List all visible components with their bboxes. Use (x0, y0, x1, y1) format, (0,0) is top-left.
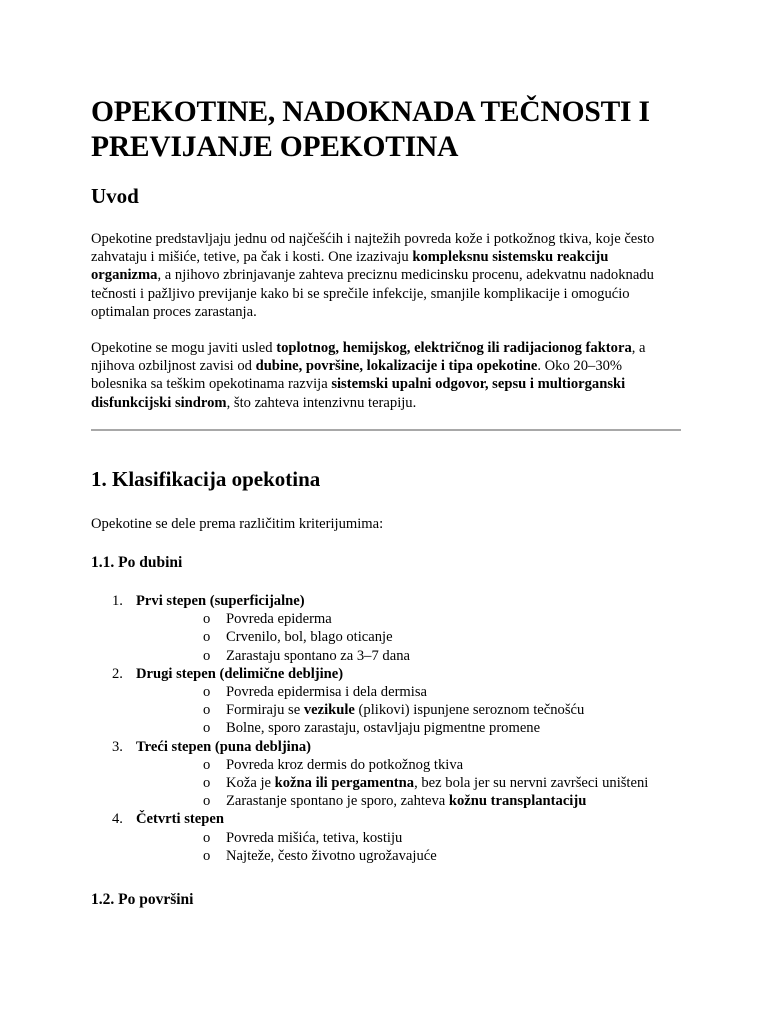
section-divider (91, 429, 681, 431)
intro-paragraph-1: Opekotine predstavljaju jednu od najčešćih i najtežih povreda kože i potkožnog tkiva, koje često zahvataju i mišiće, tetive, pa čak i kosti. One izazivaju kompleksnu sistemsku reakciju organizma, a njihovo zbrinjavanje zahteva preciznu medicinsku procenu, adekvatnu nadoknadu tečnosti i pažljivo previjanje kako bi se sprečile infekcije, smanjile komplikacije i omogućio optimalan proces zarastanja. (91, 231, 655, 320)
sub-list-item: o Povreda epiderma (203, 611, 332, 628)
section-1-heading: 1. Klasifikacija opekotina (91, 466, 321, 491)
sub-list-item: o Formiraju se vezikule (plikovi) ispunjene seroznom tečnošću (203, 702, 585, 719)
list-item-title: Prvi stepen (superficijalne) (136, 593, 305, 610)
document-body (91, 95, 681, 909)
bullet-marker: o (203, 775, 211, 792)
list-number: 4. (112, 811, 123, 828)
sub-list-item: o Crvenilo, bol, blago oticanje (203, 629, 393, 646)
bullet-marker: o (203, 702, 211, 719)
bullet-marker: o (203, 647, 211, 664)
sub-list-item: o Bolne, sporo zarastaju, ostavljaju pigmentne promene (203, 720, 541, 737)
sub-list (136, 610, 681, 665)
subsection-1-1-heading: 1.1. Po dubini (91, 554, 183, 572)
list-item-title: Četvrti stepen (136, 811, 224, 828)
section-1-intro: Opekotine se dele prema različitim kriterijumima: (91, 515, 384, 532)
list-item-degree-4 (91, 810, 681, 865)
bullet-marker: o (203, 629, 211, 646)
bullet-marker: o (203, 720, 211, 737)
bullet-marker: o (203, 684, 211, 701)
list-item-degree-1 (91, 592, 681, 665)
sub-list-item: o Najteže, često životno ugrožavajuće (203, 847, 437, 864)
sub-list (136, 829, 681, 865)
bullet-marker: o (203, 611, 211, 628)
sub-list-item: o Zarastanje spontano je sporo, zahteva kožnu transplantaciju (203, 793, 587, 810)
list-item-degree-2 (91, 665, 681, 738)
list-item-title: Treći stepen (puna debljina) (136, 738, 312, 755)
list-number: 2. (112, 665, 123, 682)
bullet-marker: o (203, 847, 211, 864)
list-number: 1. (112, 593, 123, 610)
sub-list-item: o Povreda kroz dermis do potkožnog tkiva (203, 756, 464, 773)
intro-paragraph-2: Opekotine se mogu javiti usled toplotnog, hemijskog, električnog ili radijacionog faktora, a njihova ozbiljnost zavisi od dubine, površine, lokalizacije i tipa opekotine. Oko 20–30% bolesnika sa teškim opekotinama razvija sistemski upalni odgovor, sepsu i multiorganski disfunkcijski sindrom, što zahteva intenzivnu terapiju. (91, 340, 646, 411)
subsection-1-2-heading: 1.2. Po površini (91, 891, 194, 909)
list-item-degree-3 (91, 738, 681, 811)
sub-list (136, 683, 681, 738)
intro-heading: Uvod (91, 184, 139, 208)
list-item-title: Drugi stepen (delimične debljine) (136, 665, 344, 682)
list-number: 3. (112, 738, 123, 755)
sub-list (136, 756, 681, 811)
sub-list-item: o Koža je kožna ili pergamentna, bez bola jer su nervni završeci uništeni (203, 775, 649, 792)
bullet-marker: o (203, 793, 211, 810)
sub-list-item: o Povreda epidermisa i dela dermisa (203, 684, 427, 701)
sub-list-item: o Povreda mišića, tetiva, kostiju (203, 829, 403, 846)
sub-list-item: o Zarastaju spontano za 3–7 dana (203, 647, 410, 664)
bullet-marker: o (203, 756, 211, 773)
bullet-marker: o (203, 829, 211, 846)
document-title: OPEKOTINE, NADOKNADA TEČNOSTI I PREVIJANJE OPEKOTINA (91, 96, 650, 163)
burn-degree-list (91, 592, 681, 865)
